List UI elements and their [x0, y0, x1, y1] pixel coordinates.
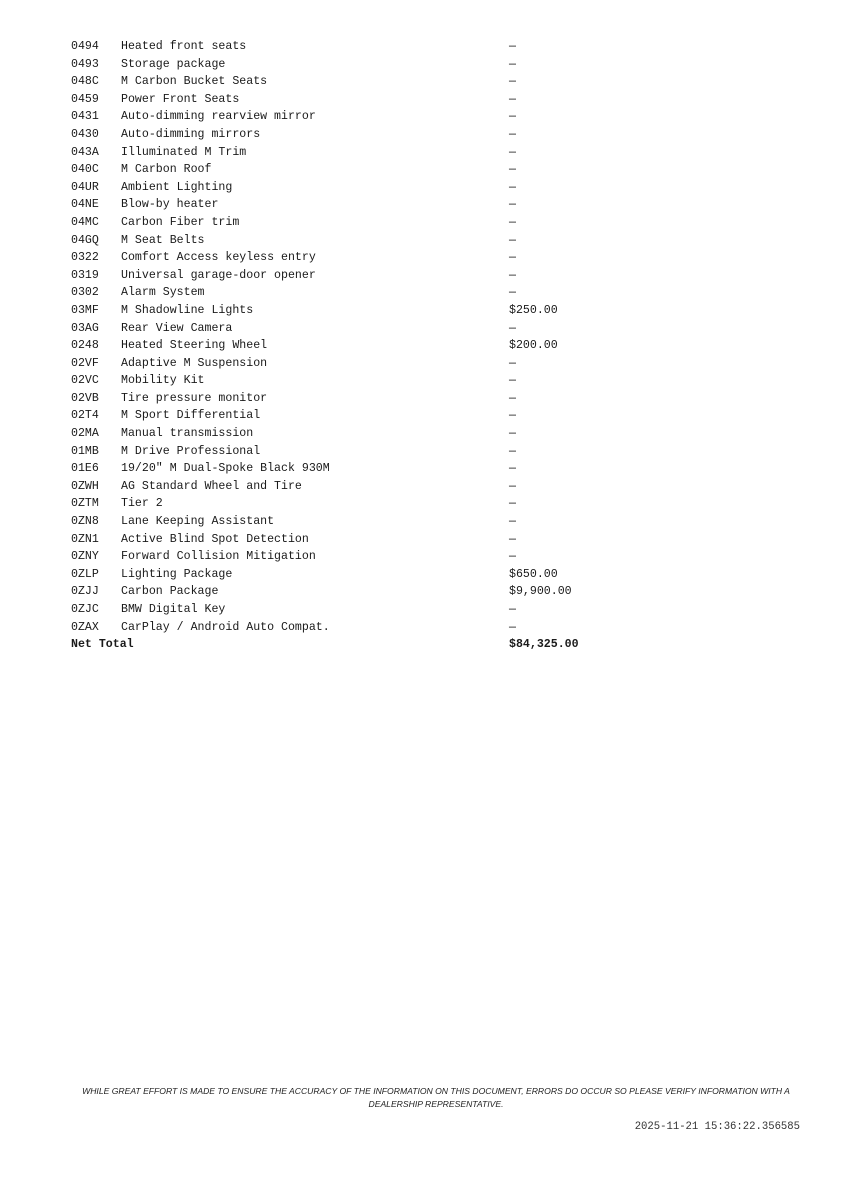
option-description: Rear View Camera — [121, 321, 233, 335]
option-row — [71, 372, 629, 390]
option-description: Active Blind Spot Detection — [121, 532, 309, 546]
option-price: — — [509, 374, 516, 388]
option-row — [71, 126, 629, 144]
option-price: — — [509, 620, 516, 634]
option-row — [71, 566, 629, 584]
option-code: 040C — [71, 163, 99, 177]
option-row — [71, 284, 629, 302]
option-code: 0ZAX — [71, 620, 99, 634]
option-description: M Carbon Bucket Seats — [121, 75, 268, 89]
option-row — [71, 249, 629, 267]
option-description: AG Standard Wheel and Tire — [121, 479, 302, 493]
option-row — [71, 144, 629, 162]
option-code: 0302 — [71, 286, 99, 300]
option-code: 0ZN8 — [71, 515, 99, 529]
option-row — [71, 601, 629, 619]
option-description: Lighting Package — [121, 567, 233, 581]
option-row — [71, 56, 629, 74]
option-row — [71, 196, 629, 214]
option-row — [71, 337, 629, 355]
option-description: Alarm System — [121, 286, 205, 300]
option-description: Ambient Lighting — [121, 180, 233, 194]
option-description: Carbon Fiber trim — [121, 215, 240, 229]
option-row — [71, 407, 629, 425]
option-price: — — [509, 497, 516, 511]
option-price: — — [509, 409, 516, 423]
option-description: Adaptive M Suspension — [121, 356, 268, 370]
option-code: 02VC — [71, 374, 99, 388]
option-description: Illuminated M Trim — [121, 145, 247, 159]
option-description: Tier 2 — [121, 497, 163, 511]
option-code: 04UR — [71, 180, 99, 194]
option-code: 02VB — [71, 391, 99, 405]
option-code: 0248 — [71, 339, 99, 353]
option-row — [71, 302, 629, 320]
net-total-label: Net Total — [71, 638, 134, 652]
option-code: 03MF — [71, 303, 99, 317]
option-price: — — [509, 515, 516, 529]
option-price: — — [509, 127, 516, 141]
option-price: — — [509, 92, 516, 106]
option-price: — — [509, 427, 516, 441]
option-description: CarPlay / Android Auto Compat. — [121, 620, 330, 634]
option-description: M Drive Professional — [121, 444, 261, 458]
net-total-value: $84,325.00 — [509, 638, 579, 652]
option-row — [71, 73, 629, 91]
option-description: Universal garage-door opener — [121, 268, 316, 282]
disclaimer-text: WHILE GREAT EFFORT IS MADE TO ENSURE THE ACCURACY OF THE INFORMATION ON THIS DOCUMENT, ERRORS DO OCCUR SO PLEASE VERIFY INFORMATION WITH A DEALERSHIP REPRESENTATIVE. — [82, 1086, 790, 1109]
option-price: — — [509, 57, 516, 71]
option-description: Storage package — [121, 57, 226, 71]
option-price: — — [509, 198, 516, 212]
option-row — [71, 179, 629, 197]
option-row — [71, 460, 629, 478]
option-code: 0ZWH — [71, 479, 99, 493]
option-row — [71, 161, 629, 179]
option-price: — — [509, 251, 516, 265]
option-code: 0319 — [71, 268, 99, 282]
option-price: — — [509, 532, 516, 546]
option-price: — — [509, 356, 516, 370]
options-table — [71, 38, 629, 654]
option-code: 02T4 — [71, 409, 99, 423]
option-description: Power Front Seats — [121, 92, 240, 106]
option-price: — — [509, 233, 516, 247]
option-row — [71, 38, 629, 56]
option-code: 0430 — [71, 127, 99, 141]
option-code: 04MC — [71, 215, 99, 229]
option-price: — — [509, 180, 516, 194]
option-price: — — [509, 215, 516, 229]
option-description: Heated front seats — [121, 40, 247, 53]
option-price: — — [509, 110, 516, 124]
option-row — [71, 320, 629, 338]
option-description: Carbon Package — [121, 585, 219, 599]
option-row — [71, 619, 629, 637]
option-code: 02MA — [71, 427, 99, 441]
option-code: 0ZN1 — [71, 532, 99, 546]
option-price: — — [509, 479, 516, 493]
option-row — [71, 355, 629, 373]
option-row — [71, 531, 629, 549]
option-price: — — [509, 286, 516, 300]
option-price: $200.00 — [509, 339, 558, 353]
option-code: 0322 — [71, 251, 99, 265]
generated-timestamp: 2025-11-21 15:36:22.356585 — [634, 1121, 800, 1133]
option-price: — — [509, 444, 516, 458]
option-code: 0ZTM — [71, 497, 99, 511]
option-description: Tire pressure monitor — [121, 391, 268, 405]
option-price: — — [509, 145, 516, 159]
option-code: 0ZJC — [71, 603, 99, 616]
option-price: $9,900.00 — [509, 585, 572, 599]
option-price: $250.00 — [509, 303, 558, 317]
option-description: Heated Steering Wheel — [121, 339, 268, 353]
option-code: 043A — [71, 145, 99, 159]
option-description: Comfort Access keyless entry — [121, 251, 316, 265]
option-code: 0493 — [71, 57, 99, 71]
option-code: 0494 — [71, 40, 99, 53]
option-code: 0459 — [71, 92, 99, 106]
option-code: 02VF — [71, 356, 99, 370]
option-price: — — [509, 321, 516, 335]
option-row — [71, 443, 629, 461]
option-description: Forward Collision Mitigation — [121, 550, 316, 564]
option-row — [71, 478, 629, 496]
option-price: — — [509, 550, 516, 564]
option-row — [71, 548, 629, 566]
option-code: 0431 — [71, 110, 99, 124]
option-row — [71, 495, 629, 513]
option-description: Lane Keeping Assistant — [121, 515, 275, 529]
option-code: 0ZNY — [71, 550, 99, 564]
option-row — [71, 232, 629, 250]
option-description: M Shadowline Lights — [121, 303, 254, 317]
option-row — [71, 390, 629, 408]
option-row — [71, 108, 629, 126]
option-price: — — [509, 603, 516, 616]
option-code: 04GQ — [71, 233, 99, 247]
option-price: — — [509, 163, 516, 177]
option-row — [71, 214, 629, 232]
option-description: M Sport Differential — [121, 409, 261, 423]
option-description: Manual transmission — [121, 427, 254, 441]
option-description: BMW Digital Key — [121, 603, 226, 616]
option-description: M Carbon Roof — [121, 163, 212, 177]
option-code: 0ZJJ — [71, 585, 99, 599]
option-price: $650.00 — [509, 567, 558, 581]
net-total-row — [71, 636, 629, 654]
option-row — [71, 267, 629, 285]
option-description: Mobility Kit — [121, 374, 205, 388]
option-code: 01E6 — [71, 462, 99, 476]
option-code: 01MB — [71, 444, 99, 458]
option-price: — — [509, 462, 516, 476]
option-row — [71, 583, 629, 601]
option-row — [71, 91, 629, 109]
option-price: — — [509, 75, 516, 89]
option-code: 03AG — [71, 321, 99, 335]
option-description: M Seat Belts — [121, 233, 205, 247]
option-description: 19/20" M Dual-Spoke Black 930M — [121, 462, 330, 476]
option-price: — — [509, 391, 516, 405]
option-row — [71, 513, 629, 531]
option-code: 048C — [71, 75, 99, 89]
option-description: Auto-dimming rearview mirror — [121, 110, 316, 124]
option-description: Auto-dimming mirrors — [121, 127, 261, 141]
option-price: — — [509, 268, 516, 282]
options-table-body — [71, 38, 629, 636]
option-row — [71, 425, 629, 443]
option-price: — — [509, 40, 516, 53]
option-code: 04NE — [71, 198, 99, 212]
option-description: Blow-by heater — [121, 198, 219, 212]
option-code: 0ZLP — [71, 567, 99, 581]
